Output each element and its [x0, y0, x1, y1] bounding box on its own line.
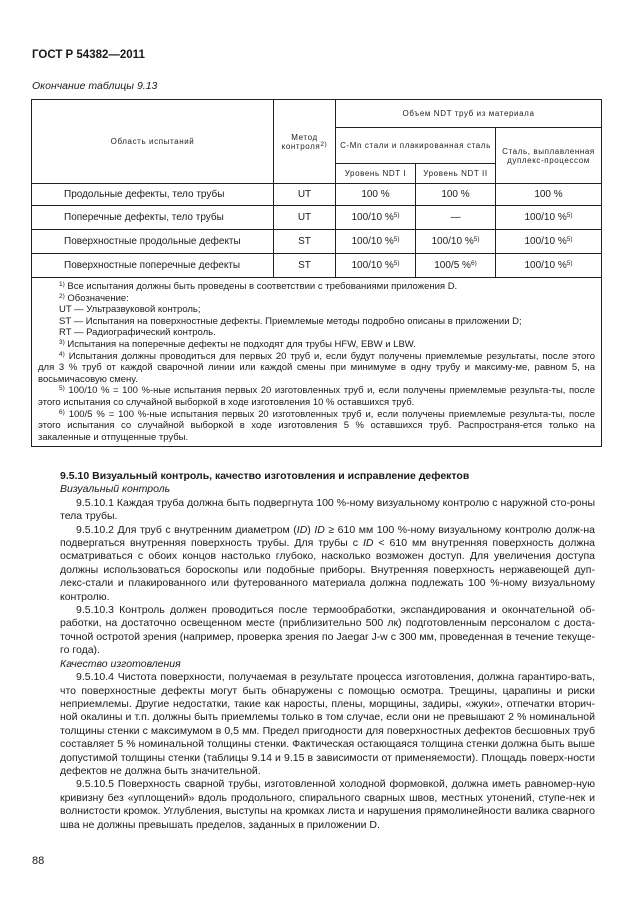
footnote-2-rt: RT — Радиографический контроль. [59, 327, 216, 339]
standard-title: ГОСТ Р 54382—2011 [32, 49, 145, 61]
section-heading: 9.5.10 Визуальный контроль, качество изготовления и исправление дефектов [60, 470, 470, 482]
header-method: Метод контроля$^{2)}$ [274, 100, 336, 184]
table-9-13 [31, 99, 601, 447]
header-level-1: Уровень NDT I [336, 164, 416, 184]
footnote-5: $^{5)}$ 100/10 % = 100 %-ные испытания первых 20 изготовленных труб и, если получены приемлемые результа-ты, после этого испытания со случайной выборкой в ходе изготовления 10 % оставшихся труб. [38, 385, 596, 408]
table-row: Продольные дефекты, тело трубы UT 100 % 100 % 100 % [32, 184, 602, 206]
body-text [60, 470, 595, 832]
paragraph-9-5-10-5: 9.5.10.5 Поверхность сварной трубы, изготовленной холодной формовкой, должна иметь равномер-ную кривизну без «уплощений» вдоль продольного, спирального сварных швов, местных утонений, ступе-нек и волнистости кромок. Углубления, выступы на кромках листа и нарушения прямолинейности валика сварного шва не должны превышать пределов, заданных в приложении D. [60, 778, 595, 831]
header-area: Область испытаний [32, 100, 274, 184]
footnote-1: $^{1)}$ Все испытания должны быть проведены в соответствии с требованиями приложения D. [59, 281, 458, 292]
paragraph-9-5-10-3: 9.5.10.3 Контроль должен проводиться после термообработки, экспандирования и окончательной об-работки, на достаточно освещенном месте (приблизительно 500 лк) подготовленным персоналом с доста-точной остротой зрения (например, проверка зрения по Jaegar J-w с 300 мм, проведенная в течение текуще-го года). [60, 604, 595, 657]
table-caption: Окончание таблицы 9.13 [32, 80, 158, 92]
paragraph-9-5-10-2: 9.5.10.2 Для труб с внутренним диаметром (ID) ID ≥ 610 мм 100 %-ному визуальному контролю долж-на подвергаться внутренняя поверхность трубы. Для трубы с ID < 610 мм внутренняя поверхность должна осматриваться с обоих концов настолько глубоко, насколько возможен доступ. Для увеличения доступа должны использоваться бороскопы или подобные приборы. Внутренняя поверхность нержавеющей дуп-лекс-стали и плакированного или футерованного материала должна подлежать 100 %-ному визуальному контролю. [60, 523, 595, 603]
table-footnotes [32, 278, 602, 447]
subheading-workmanship: Качество изготовления [60, 657, 181, 670]
footnote-2: $^{2)}$ Обозначение: [59, 292, 129, 304]
header-volume: Объем NDT труб из материала [336, 100, 602, 128]
footnote-6: $^{6)}$ 100/5 % = 100 %-ные испытания первых 20 изготовленных труб и, если получены приемлемые результа-ты, после этого испытания со случайной выборкой в ходе изготовления 5 % оставшихся труб. Распространя-ется только на закаленные и отпущенные трубы. [38, 408, 595, 443]
table-row: Поперечные дефекты, тело трубы UT 100/10 %$^{5)}$ — 100/10 %$^{5)}$ [32, 206, 602, 230]
footnote-2-ut: UT — Ультразвуковой контроль; [59, 304, 201, 316]
subheading-visual-control: Визуальный контроль [60, 483, 171, 496]
header-level-2: Уровень NDT II [416, 164, 496, 184]
paragraph-9-5-10-1: 9.5.10.1 Каждая труба должна быть подвергнута 100 %-ному визуальному контролю с наружной сто-роны тела трубы. [60, 496, 595, 523]
footnote-2-st: ST — Испытания на поверхностные дефекты. Приемлемые методы подробно описаны в приложении D; [59, 315, 522, 327]
table-row: Поверхностные продольные дефекты ST 100/10 %$^{5)}$ 100/10 %$^{5)}$ 100/10 %$^{5)}$ [32, 230, 602, 254]
page-number: 88 [32, 855, 45, 867]
paragraph-9-5-10-4: 9.5.10.4 Чистота поверхности, получаемая в результате процесса изготовления, должна гарантиро-вать, что поверхностные дефекты могут быть обнаружены с помощью осмотра. Трещины, царапины и риски неприемлемы. Другие недостатки, такие как наросты, плены, морщины, задиры, «жуки», отпечатки вторич-ной окалины и т.п. должны быть приемлемы только в том случае, если они не превышают 2 % номинальной толщины стенки с максимумом в 0,5 мм. Предел пригодности для поверхностных дефектов бесшовных труб составляет 5 % номинальной толщины стенки. Фактическая остающаяся толщина стенки должна быть выше допустимой толщины стенки (таблицы 9.14 и 9.15 в зависимости от применяемости). Площадь поверх-ности дефектов не должна быть значительной. [60, 671, 595, 777]
header-duplex-steel: Сталь, выплавленная дуплекс-процессом [496, 128, 602, 184]
footnote-4: $^{4)}$ Испытания должны проводиться для первых 20 труб и, если будут получены приемлемые результаты, после этого для 3 % труб от каждой сварочной линии или каждой смены при минимуме в одну трубу и максиму-ме, равном 5, на восьмичасовую смену. [38, 350, 596, 385]
footnote-3: $^{3)}$ Испытания на поперечные дефекты не подходят для трубы HFW, EBW и LBW. [59, 338, 416, 350]
table-row: Поверхностные поперечные дефекты ST 100/10 %$^{5)}$ 100/5 %$^{6)}$ 100/10 %$^{5)}$ [32, 254, 602, 278]
header-cmn-steel: С-Mn стали и плакированная сталь [336, 128, 496, 164]
